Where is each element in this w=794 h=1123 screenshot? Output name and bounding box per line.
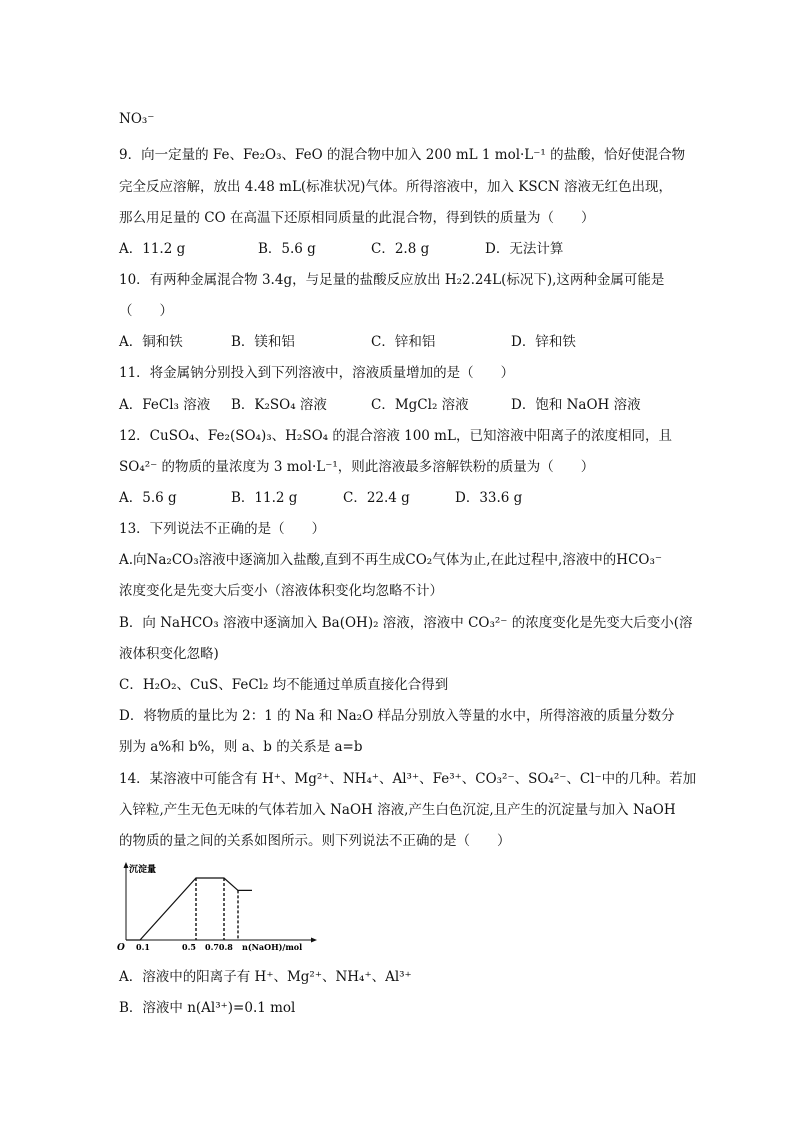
- q10-option-c[interactable]: C．锌和铝: [371, 334, 436, 350]
- x-tick-0.7-0.8: 0.70.8: [205, 942, 233, 952]
- q14-option-a[interactable]: A．溶液中的阳离子有 H⁺、Mg²⁺、NH₄⁺、Al³⁺: [119, 969, 412, 985]
- q13-stem: 13．下列说法不正确的是（ ）: [119, 521, 326, 537]
- q14-stem-line2: 入锌粒,产生无色无味的气体若加入 NaOH 溶液,产生白色沉淀,且产生的沉淀量与加入 NaOH: [119, 802, 676, 818]
- q11-option-a[interactable]: A．FeCl₃ 溶液: [119, 397, 211, 413]
- x-axis-label: n(NaOH)/mol: [242, 942, 303, 952]
- q12-option-d[interactable]: D．33.6 g: [455, 490, 523, 506]
- q12-stem-line1: 12．CuSO₄、Fe₂(SO₄)₃、H₂SO₄ 的混合溶液 100 mL，已知溶液中阳离子的浓度相同，且: [119, 428, 672, 444]
- precipitate-curve: [126, 878, 252, 940]
- q12-option-a[interactable]: A．5.6 g: [119, 490, 177, 506]
- q11-stem: 11．将金属钠分别投入到下列溶液中，溶液质量增加的是（ ）: [119, 365, 515, 381]
- q9-option-d[interactable]: D．无法计算: [485, 241, 564, 257]
- q9-option-c[interactable]: C．2.8 g: [371, 241, 430, 257]
- q14-stem-line3: 的物质的量之间的关系如图所示。则下列说法不正确的是（ ）: [119, 833, 511, 849]
- q13-option-a-line1[interactable]: A.向Na₂CO₃溶液中逐滴加入盐酸,直到不再生成CO₂气体为止,在此过程中,溶液中的HCO₃⁻: [119, 552, 663, 568]
- x-tick-0.1: 0.1: [136, 942, 150, 952]
- q10-option-a[interactable]: A．铜和铁: [119, 334, 183, 350]
- q11-option-b[interactable]: B．K₂SO₄ 溶液: [231, 397, 327, 413]
- y-axis-label: 沉淀量: [129, 865, 157, 875]
- y-axis-arrow: [124, 862, 129, 868]
- q10-option-b[interactable]: B．镁和铝: [231, 334, 295, 350]
- x-tick-0.5: 0.5: [182, 942, 196, 952]
- q9-option-b[interactable]: B．5.6 g: [258, 241, 316, 257]
- q12-option-b[interactable]: B．11.2 g: [231, 490, 298, 506]
- q9-stem-line1: 9．向一定量的 Fe、Fe₂O₃、FeO 的混合物中加入 200 mL 1 mol·L⁻¹ 的盐酸，恰好使混合物: [119, 147, 686, 163]
- q9-stem-line2: 完全反应溶解，放出 4.48 mL(标准状况)气体。所得溶液中，加入 KSCN 溶液无红色出现，: [119, 179, 672, 195]
- q12-option-c[interactable]: C．22.4 g: [343, 490, 410, 506]
- q13-option-c[interactable]: C．H₂O₂、CuS、FeCl₂ 均不能通过单质直接化合得到: [119, 677, 449, 693]
- origin-label: O: [117, 943, 125, 953]
- q12-stem-line2: SO₄²⁻ 的物质的量浓度为 3 mol·L⁻¹，则此溶液最多溶解铁粉的质量为（ ）: [119, 459, 595, 475]
- q13-option-d-line2: 别为 a%和 b%，则 a、b 的关系是 a=b: [119, 739, 363, 755]
- q10-stem-line2: （ ）: [119, 303, 173, 319]
- q10-stem-line1: 10．有两种金属混合物 3.4g，与足量的盐酸反应放出 H₂2.24L(标况下),这两种金属可能是: [119, 272, 665, 288]
- q13-option-b-line1[interactable]: B．向 NaHCO₃ 溶液中逐滴加入 Ba(OH)₂ 溶液，溶液中 CO₃²⁻ 的浓度变化是先变大后变小(溶: [119, 615, 693, 631]
- q9-option-a[interactable]: A．11.2 g: [119, 241, 186, 257]
- precipitate-chart: [114, 860, 324, 956]
- top-fragment: NO₃⁻: [119, 111, 155, 127]
- x-axis-arrow: [311, 938, 317, 943]
- q10-option-d[interactable]: D．锌和铁: [511, 334, 576, 350]
- q13-option-b-line2: 液体积变化忽略): [119, 646, 219, 662]
- q9-stem-line3: 那么用足量的 CO 在高温下还原相同质量的此混合物，得到铁的质量为（ ）: [119, 210, 595, 226]
- q14-stem-line1: 14．某溶液中可能含有 H⁺、Mg²⁺、NH₄⁺、Al³⁺、Fe³⁺、CO₃²⁻、SO₄²⁻、Cl⁻中的几种。若加: [119, 771, 697, 787]
- q13-option-d-line1[interactable]: D．将物质的量比为 2：1 的 Na 和 Na₂O 样品分别放入等量的水中，所得溶液的质量分数分: [119, 708, 675, 724]
- q11-option-d[interactable]: D．饱和 NaOH 溶液: [511, 397, 641, 413]
- q13-option-a-line2: 浓度变化是先变大后变小（溶液体积变化均忽略不计）: [119, 583, 443, 599]
- q14-option-b[interactable]: B．溶液中 n(Al³⁺)=0.1 mol: [119, 1000, 296, 1016]
- q11-option-c[interactable]: C．MgCl₂ 溶液: [371, 397, 469, 413]
